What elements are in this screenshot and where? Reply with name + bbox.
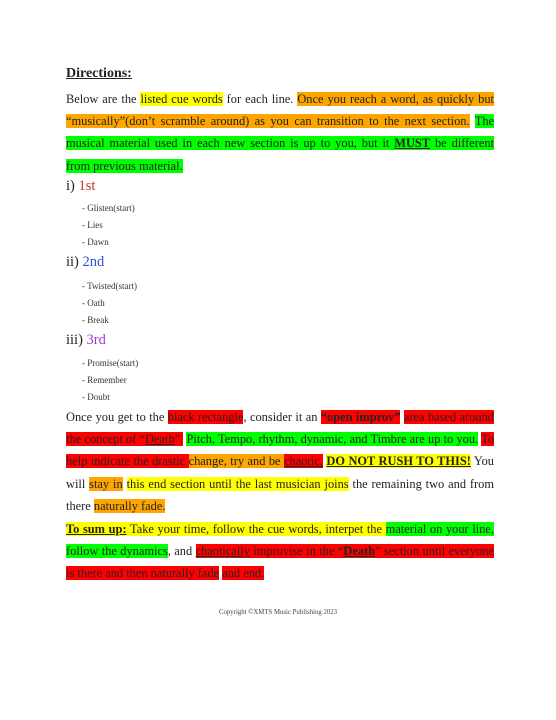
highlight-green: be different from previous material. <box>66 136 494 173</box>
highlight-red: improvise in the “ <box>249 544 344 559</box>
text-run <box>470 114 475 128</box>
highlight-green: section is up to you, but it <box>250 136 395 151</box>
cue-word: - Twisted(start) <box>82 281 137 291</box>
highlight-green: material on your line, follow the dynamics <box>66 522 495 559</box>
highlight-orange: change, try and be <box>188 454 285 469</box>
sum-up-label: To sum up: <box>66 522 127 536</box>
cue-word: - Break <box>82 315 109 325</box>
death-underline: Death <box>145 432 175 447</box>
highlight-red: To help indicate the drastic <box>66 432 495 469</box>
summary-paragraph <box>66 518 494 585</box>
section-roman: iii) <box>66 332 87 348</box>
intro-paragraph <box>66 88 494 177</box>
cue-word: - Doubt <box>82 392 110 402</box>
text-run: Once you get to the <box>66 410 168 424</box>
text-run: You will <box>66 454 494 491</box>
highlight-orange: Once you reach a <box>297 92 391 106</box>
highlight-green: The musical material used in each new <box>66 114 495 151</box>
cue-word: - Dawn <box>82 237 109 247</box>
section-2-heading <box>66 254 104 271</box>
highlight-red: ” section until everyone is there and then naturally fade <box>66 544 494 581</box>
text-run: Below are the <box>66 92 141 106</box>
cue-word: - Oath <box>82 298 105 308</box>
highlight-orange: naturally fade. <box>93 498 166 513</box>
highlight-orange: word, as quickly but “musically”(don’t scramble around) as you can <box>66 92 494 129</box>
section-3-heading <box>66 332 106 349</box>
highlight-green: Pitch, Tempo, rhythm, dynamic, and Timbre are up to you. <box>186 432 479 447</box>
highlight-yellow: this end section until the last musician joins <box>126 476 349 491</box>
highlight-yellow: listed cue words <box>140 92 223 106</box>
highlight-red: area based around the concept of “ <box>66 410 494 447</box>
section-2-cue-list <box>82 278 137 329</box>
highlight-red: black rectangle <box>167 410 244 424</box>
text-run: , and <box>167 544 196 559</box>
cue-word: - Promise(start) <box>82 358 139 368</box>
section-name: 1st <box>78 178 96 194</box>
highlight-red: and end. <box>222 566 265 581</box>
do-not-rush-emphasis: DO NOT RUSH TO THIS! <box>326 454 471 469</box>
finale-paragraph <box>66 406 494 517</box>
text-run: , consider it an <box>243 410 321 424</box>
section-name: 2nd <box>82 254 105 270</box>
highlight-orange: transition to the next section. <box>316 114 470 129</box>
section-roman: ii) <box>66 254 83 270</box>
chaotically-underline: chaotically <box>195 544 250 559</box>
text-run <box>123 477 127 491</box>
section-roman: i) <box>66 178 79 194</box>
text-run: the remaining two and from there <box>66 476 495 513</box>
text-run: for each line. <box>222 92 298 106</box>
section-3-cue-list <box>82 355 138 406</box>
must-emphasis: MUST <box>394 136 431 151</box>
highlight-orange: stay in <box>89 476 123 491</box>
cue-word: - Lies <box>82 220 103 230</box>
death-underline: Death <box>343 544 376 559</box>
directions-heading: Directions: <box>66 66 132 81</box>
copyright-footer: Copyright ©XMTS Music Publishing 2023 <box>218 609 338 616</box>
highlight-yellow: Take your time, follow the cue words, interpet the <box>126 522 386 536</box>
section-1-cue-list <box>82 200 135 251</box>
highlight-red: ”. <box>174 432 184 447</box>
cue-word: - Glisten(start) <box>82 203 135 213</box>
section-1-heading <box>66 178 95 195</box>
cue-word: - Remember <box>82 375 127 385</box>
section-name: 3rd <box>86 332 106 348</box>
open-improv-emphasis: “open improv” <box>320 410 401 424</box>
chaotic-underline: chaotic. <box>284 454 323 469</box>
